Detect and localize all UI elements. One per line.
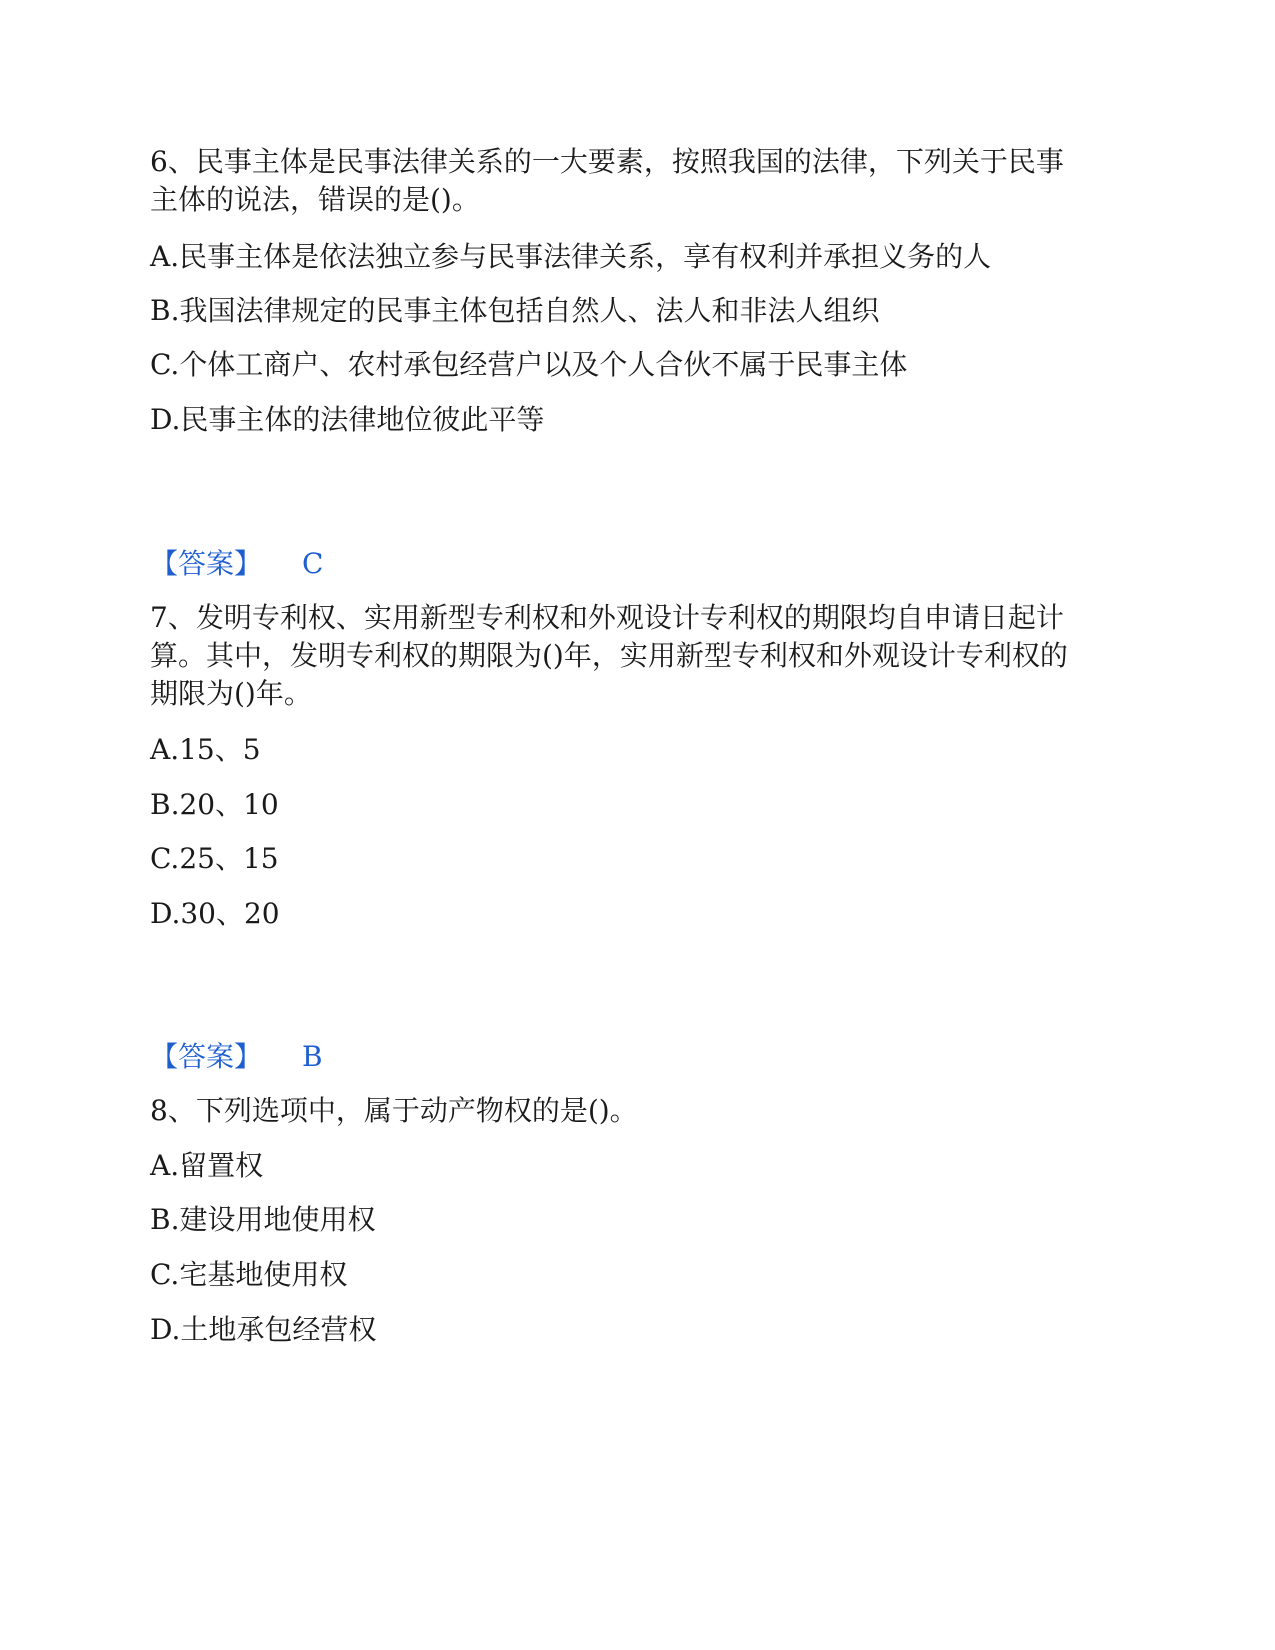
question-7-stem-line-1: 7、发明专利权、实用新型专利权和外观设计专利权的期限均自申请日起计 xyxy=(150,601,1064,634)
answer-label: 【答案】 xyxy=(150,1040,263,1073)
question-8-option-a: A.留置权 xyxy=(150,1149,264,1182)
question-8-stem-line-1: 8、下列选项中，属于动产物权的是()。 xyxy=(150,1094,638,1127)
question-7-stem-line-3: 期限为()年。 xyxy=(150,677,312,710)
question-7-option-c: C.25、15 xyxy=(150,842,279,875)
question-8-option-d: D.土地承包经营权 xyxy=(150,1313,377,1346)
question-7-answer xyxy=(150,1037,323,1077)
question-6-option-c: C.个体工商户、农村承包经营户以及个人合伙不属于民事主体 xyxy=(150,348,908,381)
question-6-option-d: D.民事主体的法律地位彼此平等 xyxy=(150,403,545,436)
question-6-option-a: A.民事主体是依法独立参与民事法律关系，享有权利并承担义务的人 xyxy=(150,240,992,273)
question-7-option-d: D.30、20 xyxy=(150,897,280,930)
question-8-option-c: C.宅基地使用权 xyxy=(150,1258,348,1291)
question-6-stem-line-1: 6、民事主体是民事法律关系的一大要素，按照我国的法律，下列关于民事 xyxy=(150,145,1064,178)
question-8-option-b: B.建设用地使用权 xyxy=(150,1203,376,1236)
question-6-option-b: B.我国法律规定的民事主体包括自然人、法人和非法人组织 xyxy=(150,294,880,327)
answer-value: C xyxy=(302,547,324,580)
question-7-stem-line-2: 算。其中，发明专利权的期限为()年，实用新型专利权和外观设计专利权的 xyxy=(150,639,1068,672)
question-6-answer xyxy=(150,544,324,584)
question-6-stem-line-2: 主体的说法，错误的是()。 xyxy=(150,183,480,216)
answer-label: 【答案】 xyxy=(150,547,263,580)
question-7-option-a: A.15、5 xyxy=(150,733,261,766)
question-7-option-b: B.20、10 xyxy=(150,788,279,821)
answer-value: B xyxy=(302,1040,323,1073)
